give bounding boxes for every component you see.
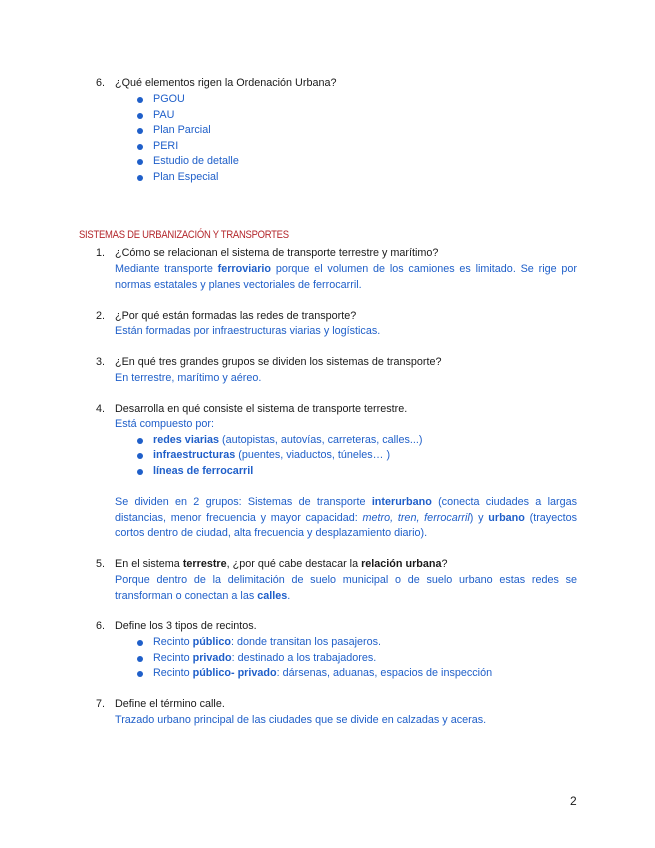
list-item: Estudio de detalle [153,155,239,167]
question-number: 4. [95,403,105,415]
answer-paragraph: Se dividen en 2 grupos: Sistemas de transporte interurbano (conecta ciudades a largas distancias, menor frecuencia y mayor capacidad: metro, tren, ferrocarril) y urbano (trayectos cortos dentro de ciudad, alta frecuencia y desplazamiento diario). [115,496,578,539]
bullet-dot [137,175,143,181]
bullet-dot [137,656,143,662]
question-number: 7. [95,698,105,710]
bullet-dot [137,113,143,119]
answer-text: Trazado urbano principal de las ciudades que se divide en calzadas y aceras. [115,714,487,726]
list-item: Plan Especial [153,171,219,183]
question-number: 6. [95,620,105,632]
list-item: PAU [153,109,175,121]
question-number: 5. [95,558,105,570]
list-item: líneas de ferrocarril [153,465,254,477]
question-number: 1. [95,247,105,259]
bullet-dot [137,469,143,475]
bullet-dot [137,453,143,459]
section-heading: SISTEMAS DE URBANIZACIÓN Y TRANSPORTES [79,229,289,241]
answer-text: Mediante transporte ferroviario porque el volumen de los camiones es limitado. Se rige por normas estatales y planes vectoriales de ferrocarril. [115,263,578,291]
question-text: En el sistema terrestre, ¿por qué cabe destacar la relación urbana? [115,558,448,570]
list-item: Recinto privado: destinado a los trabajadores. [153,652,377,664]
answer-text: En terrestre, marítimo y aéreo. [115,372,262,384]
question-text: Desarrolla en qué consiste el sistema de transporte terrestre. [115,403,408,415]
list-item: PGOU [153,93,185,105]
bullet-dot [137,159,143,165]
answer-intro: Está compuesto por: [115,418,215,430]
list-item: Recinto público: donde transitan los pasajeros. [153,636,382,648]
bullet-dot [137,438,143,444]
question-text: ¿Qué elementos rigen la Ordenación Urbana? [115,77,337,89]
list-item: Plan Parcial [153,124,211,136]
list-item: infraestructuras (puentes, viaductos, túneles… ) [153,449,391,461]
question-text: Define el término calle. [115,698,225,710]
bullet-dot [137,144,143,150]
list-item: Recinto público- privado: dársenas, aduanas, espacios de inspección [153,667,493,679]
list-item: redes viarias (autopistas, autovías, carreteras, calles...) [153,434,423,446]
question-number: 3. [95,356,105,368]
bullet-dot [137,128,143,134]
answer-text: Están formadas por infraestructuras viarias y logísticas. [115,325,381,337]
bullet-dot [137,97,143,103]
list-item: PERI [153,140,179,152]
question-text: Define los 3 tipos de recintos. [115,620,257,632]
question-number: 6. [95,77,105,89]
question-text: ¿Cómo se relacionan el sistema de transporte terrestre y marítimo? [115,247,439,259]
question-text: ¿En qué tres grandes grupos se dividen los sistemas de transporte? [115,356,442,368]
bullet-dot [137,640,143,646]
answer-text: Porque dentro de la delimitación de suelo municipal o de suelo urbano estas redes se transforman o conectan a las calles. [115,574,577,602]
question-number: 2. [95,310,105,322]
bullet-dot [137,671,143,677]
page-number: 2 [570,794,577,808]
question-text: ¿Por qué están formadas las redes de transporte? [115,310,357,322]
